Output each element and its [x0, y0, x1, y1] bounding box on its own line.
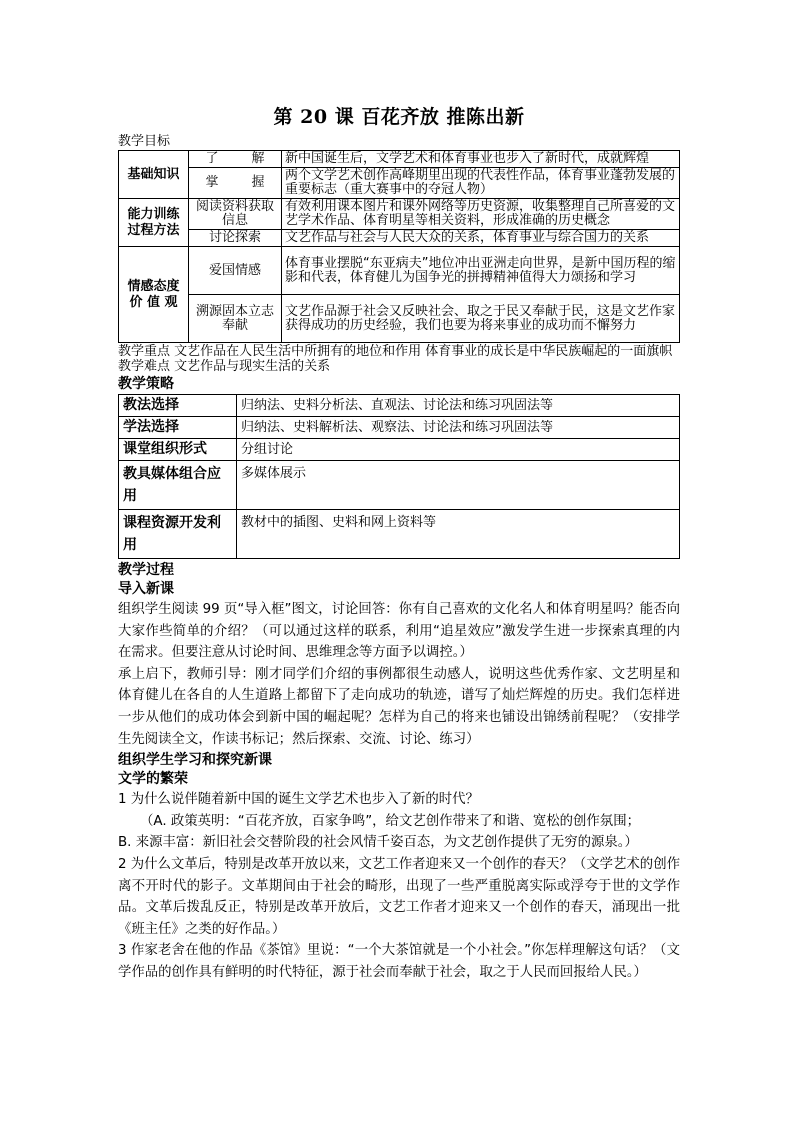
strategy-value-cell: 归纳法、史料解析法、观察法、讨论法和练习巩固法等	[237, 417, 680, 439]
goal-sub: 溯源固本立志奉献	[189, 295, 282, 343]
goal-text: 文艺作品源于社会又反映社会、取之于民又奉献于民，这是文艺作家获得成功的历史经验，我们也要为将来事业的成功而不懈努力	[282, 295, 680, 343]
goals-table	[118, 150, 680, 343]
goal-sub: 爱国情感	[189, 247, 282, 295]
strategy-value-cell: 教材中的插图、史料和网上资料等	[237, 510, 680, 559]
strategy-row	[119, 510, 680, 559]
strategy-label-cell: 教具媒体组合应用	[119, 461, 237, 510]
goals-label: 教学目标	[118, 134, 171, 149]
process-label: 教学过程	[118, 562, 174, 578]
question-3: 3 作家老舍在他的作品《茶馆》里说：“一个大茶馆就是一个小社会。”你怎样理解这句话？（文学作品的创作具有鲜明的时代特征，源于社会而奉献于社会，取之于人民而回报给人民。）	[118, 943, 680, 980]
strategy-row	[119, 417, 680, 439]
goal-row	[119, 151, 680, 168]
goal-category: 情感态度价 值 观	[119, 247, 189, 343]
question-1-answer-a: （A. 政策英明：“百花齐放，百家争鸣”，给文艺创作带来了和谐、宽松的创作氛围；	[140, 813, 640, 829]
strategy-label-cell: 教法选择	[119, 395, 237, 417]
strategy-value-cell: 分组讨论	[237, 439, 680, 461]
intro-paragraph-1: 组织学生阅读 99 页“导入框”图文，讨论回答：你有自己喜欢的文化名人和体育明星吗？能否向大家作些简单的介绍？（可以通过这样的联系，利用“追星效应”激发学生进一步探索真理的内在需求。但要注意从讨论时间、思维理念等方面予以调控。）	[118, 602, 680, 661]
goal-row	[119, 247, 680, 295]
question-1-answer-b: B. 来源丰富：新旧社会交替阶段的社会风情千姿百态，为文艺创作提供了无穷的源泉。）	[118, 835, 638, 851]
goal-row	[119, 230, 680, 247]
new-lesson-label: 组织学生学习和探究新课	[118, 752, 272, 769]
goal-sub: 讨论探索	[189, 230, 282, 247]
strategy-value-cell: 归纳法、史料分析法、直观法、讨论法和练习巩固法等	[237, 395, 680, 417]
strategy-row	[119, 461, 680, 510]
strategy-value-cell: 多媒体展示	[237, 461, 680, 510]
question-2: 2 为什么文革后，特别是改革开放以来，文艺工作者迎来又一个创作的春天？（文学艺术的创作离不开时代的影子。文革期间由于社会的畸形，出现了一些严重脱离实际或浮夸于世的文学作品。文革后拨乱反正，特别是改革开放后，文艺工作者才迎来又一个创作的春天，涌现出一批《班主任》之类的好作品。）	[118, 856, 680, 937]
goal-row	[119, 199, 680, 230]
goal-text: 文艺作品与社会与人民大众的关系，体育事业与综合国力的关系	[282, 230, 680, 247]
goal-category: 基础知识	[119, 151, 189, 199]
lesson-plan-page	[118, 104, 680, 984]
strategy-label: 教学策略	[118, 376, 174, 392]
strategy-label-cell: 课堂组织形式	[119, 439, 237, 461]
goal-row	[119, 295, 680, 343]
strategy-table	[118, 394, 680, 559]
key-points: 教学重点 文艺作品在人民生活中所拥有的地位和作用 体育事业的成长是中华民族崛起的一面旗帜	[118, 344, 673, 359]
strategy-row	[119, 395, 680, 417]
goal-text: 两个文学艺术创作高峰期里出现的代表性作品，体育事业蓬勃发展的重要标志（重大赛事中的夺冠人物）	[282, 168, 680, 199]
question-1: 1 为什么说伴随着新中国的诞生文学艺术也步入了新的时代？	[118, 792, 479, 808]
goal-sub: 阅读资料获取信息	[189, 199, 282, 230]
strategy-row	[119, 439, 680, 461]
intro-paragraph-2: 承上启下，教师引导：刚才同学们介绍的事例都很生动感人，说明这些优秀作家、文艺明星和体育健儿在各自的人生道路上都留下了走向成功的轨迹，谱写了灿烂辉煌的历史。我们怎样进一步从他们的成功体会到新中国的崛起呢？怎样为自己的将来也铺设出锦绣前程呢？（安排学生先阅读全文，作读书标记；然后探索、交流、讨论、练习）	[118, 666, 680, 747]
goal-text: 有效利用课本图片和课外网络等历史资源，收集整理自己所喜爱的文艺学术作品、体育明星等相关资料，形成准确的历史概念	[282, 199, 680, 230]
goal-sub: 掌 握	[189, 168, 282, 199]
goal-category: 能力训练过程方法	[119, 199, 189, 247]
page-title: 第 20 课 百花齐放 推陈出新	[273, 106, 525, 128]
intro-label: 导入新课	[118, 581, 174, 597]
goal-text: 体育事业摆脱“东亚病夫”地位冲出亚洲走向世界，是新中国历程的缩影和代表，体育健儿为国争光的拼搏精神值得大力颂扬和学习	[282, 247, 680, 295]
goal-text: 新中国诞生后，文学艺术和体育事业也步入了新时代，成就辉煌	[282, 151, 680, 168]
goal-sub: 了 解	[189, 151, 282, 168]
goal-row	[119, 168, 680, 199]
difficult-points: 教学难点 文艺作品与现实生活的关系	[118, 359, 331, 374]
strategy-label-cell: 学法选择	[119, 417, 237, 439]
strategy-label-cell: 课程资源开发利用	[119, 510, 237, 559]
literature-label: 文学的繁荣	[118, 771, 188, 788]
